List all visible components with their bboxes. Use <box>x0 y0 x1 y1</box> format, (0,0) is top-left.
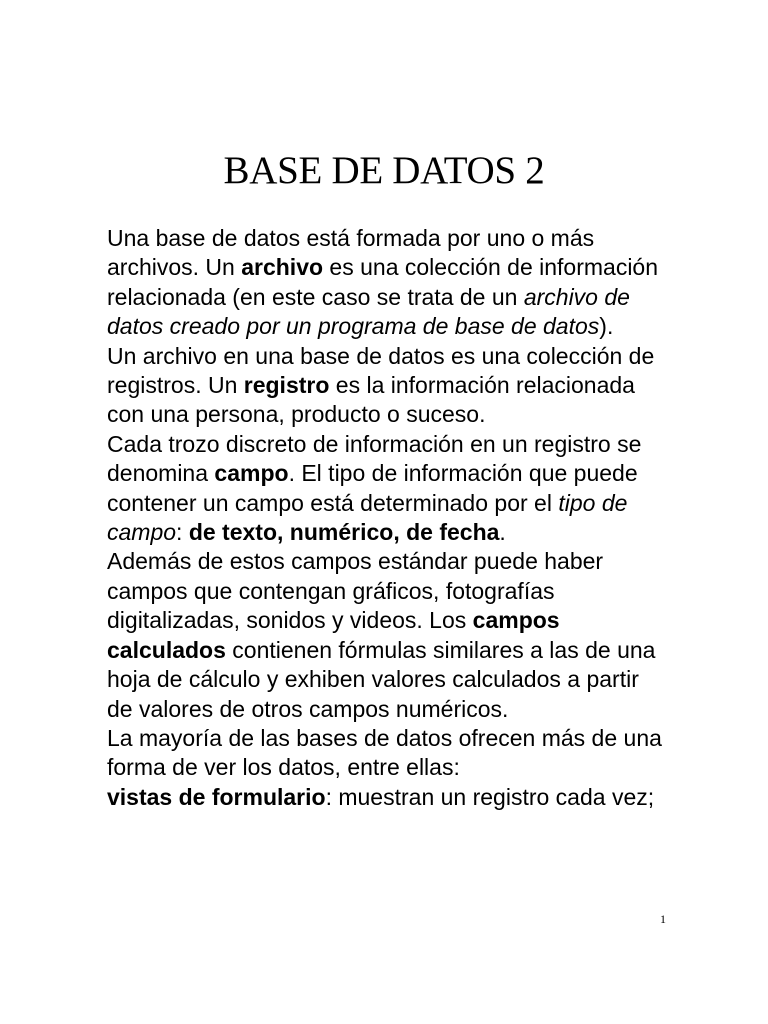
term-field-types: de texto, numérico, de fecha <box>188 519 500 546</box>
term-campos-calculados: campos calculados <box>107 607 560 663</box>
term-archivo: archivo <box>241 254 324 281</box>
text-run: Además de estos campos estándar puede haber campos que contengan gráficos, fotografías digitalizadas, sonidos y videos. Los <box>107 548 604 634</box>
paragraph <box>107 783 667 812</box>
document-body <box>107 224 667 812</box>
text-run: . El tipo de información que puede contener un campo está determinado por el <box>107 460 638 516</box>
text-run: Cada trozo discreto de información en un registro se denomina <box>107 430 642 487</box>
text-run: contienen fórmulas similares a las de una hoja de cálculo y exhiben valores calculados a partir de valores de otros campos numéricos. <box>107 636 656 722</box>
text-run: : <box>176 519 189 546</box>
paragraph <box>107 430 667 548</box>
page-number: 1 <box>660 912 666 926</box>
emphasis-archivo-de-datos: archivo de datos creado por un programa de base de datos <box>107 283 630 340</box>
term-campo: campo <box>214 460 289 487</box>
text-run: La mayoría de las bases de datos ofrecen más de una forma de ver los datos, entre ellas: <box>107 724 662 781</box>
paragraph <box>107 342 667 430</box>
text-run: Una base de datos está formada por uno o más archivos. Un <box>107 225 595 281</box>
emphasis-tipo-de-campo: tipo de campo <box>107 489 628 546</box>
text-run: es la información relacionada con una persona, producto o suceso. <box>107 372 635 428</box>
document-title: BASE DE DATOS 2 <box>223 149 545 192</box>
text-run: : muestran un registro cada vez; <box>325 783 655 810</box>
term-vistas-de-formulario: vistas de formulario <box>107 783 326 810</box>
text-run: es una colección de información relacionada (en este caso se trata de un <box>107 254 659 310</box>
paragraph <box>107 224 667 342</box>
term-registro: registro <box>243 372 330 399</box>
text-run: Un archivo en una base de datos es una colección de registros. Un <box>107 342 655 399</box>
text-run: ). <box>599 313 614 340</box>
text-run: . <box>499 519 506 546</box>
paragraph <box>107 724 667 783</box>
paragraph <box>107 547 667 723</box>
